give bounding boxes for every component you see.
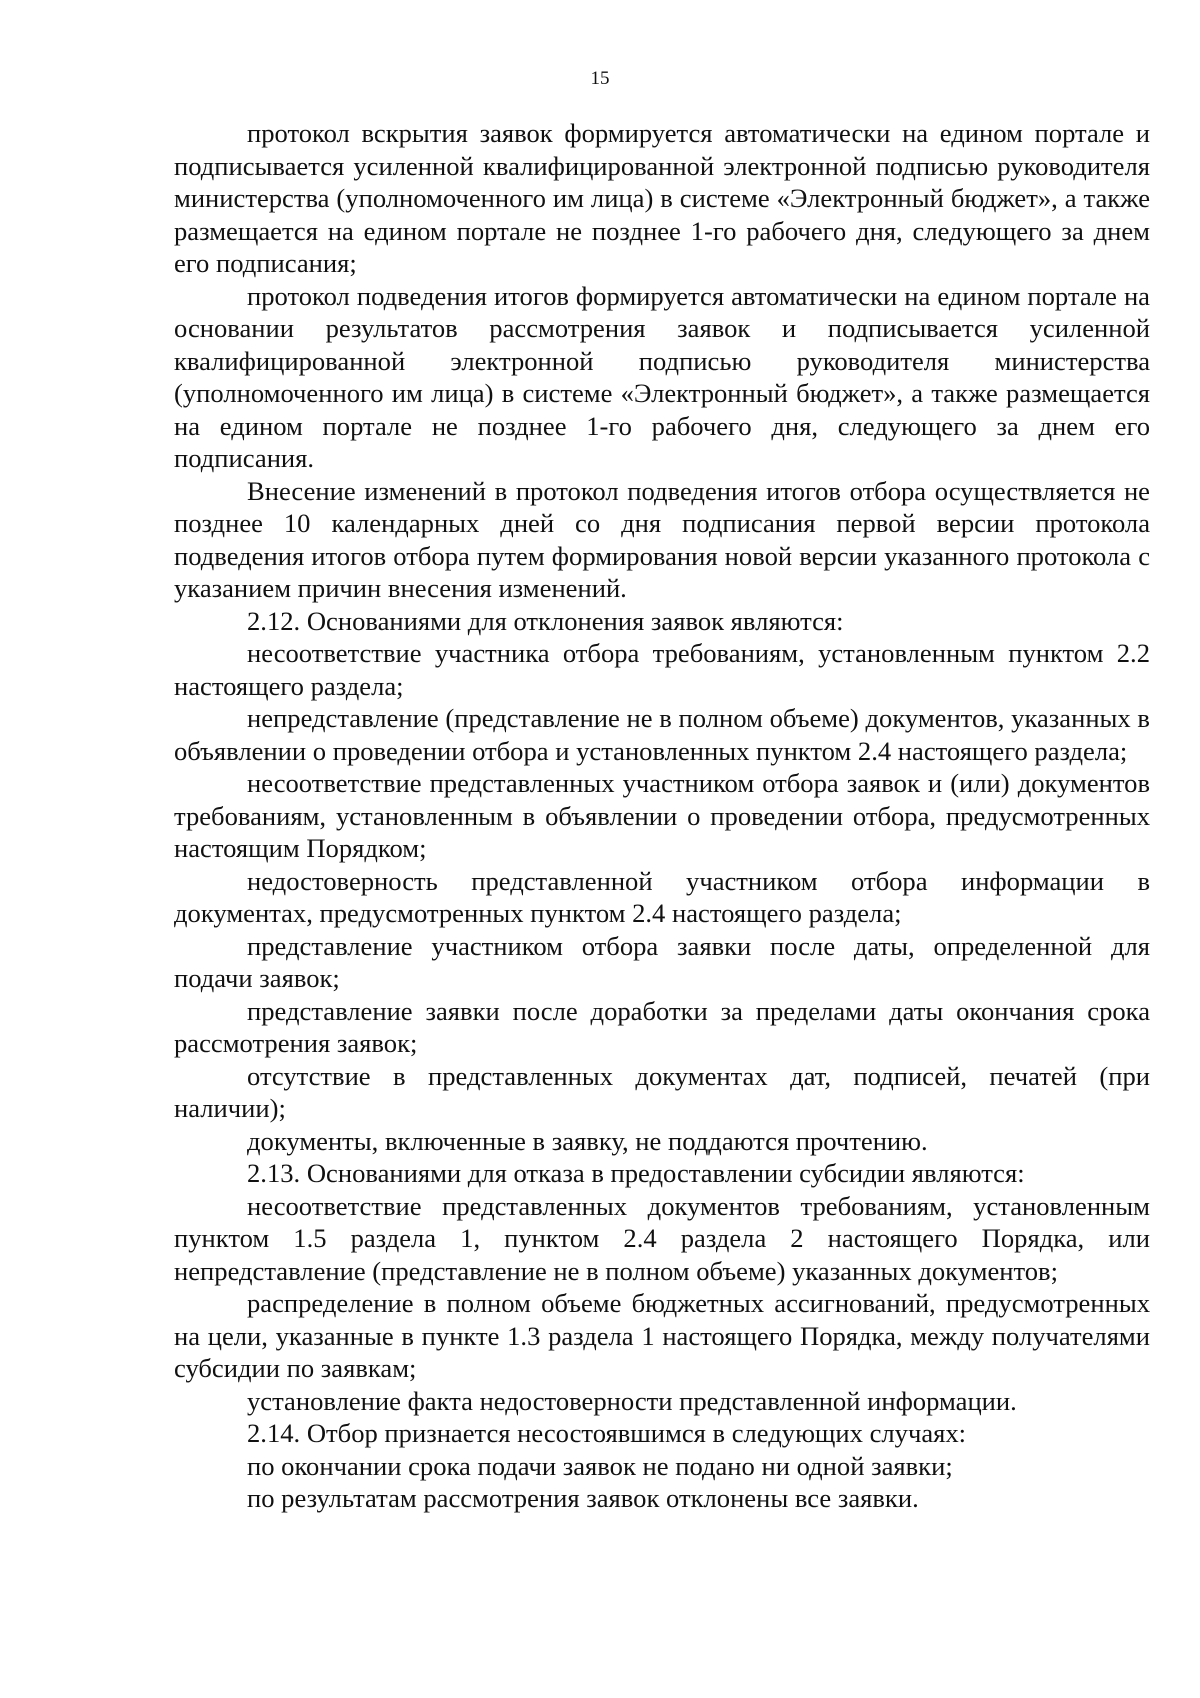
- paragraph-opening-protocol: протокол вскрытия заявок формируется автоматически на едином портале и подписывается усиленной квалифицированной электронной подписью руководителя министерства (уполномоченного им лица) в системе «Электронный бюджет», а также размещается на едином портале не позднее 1-го рабочего дня, следующего за днем его подписания;: [174, 118, 1150, 278]
- list-item: установление факта недостоверности представленной информации.: [247, 1385, 1017, 1416]
- document-body: [174, 117, 1150, 1515]
- section-heading-2-13: 2.13. Основаниями для отказа в предоставлении субсидии являются:: [247, 1158, 1025, 1188]
- list-item: непредставление (представление не в полном объеме) документов, указанных в объявлении о проведении отбора и установленных пунктом 2.4 настоящего раздела;: [174, 703, 1150, 766]
- list-item: несоответствие участника отбора требованиям, установленным пунктом 2.2 настоящего раздела;: [174, 638, 1150, 701]
- list-item: по окончании срока подачи заявок не подано ни одной заявки;: [247, 1450, 953, 1481]
- list-item: несоответствие представленных документов требованиям, установленным пунктом 1.5 раздела 1, пунктом 2.4 раздела 2 настоящего Порядка, или непредставление (представление не в полном объеме) указанных документов;: [174, 1190, 1150, 1286]
- list-item: недостоверность представленной участником отбора информации в документах, предусмотренных пунктом 2.4 настоящего раздела;: [174, 865, 1150, 928]
- list-item: представление участником отбора заявки после даты, определенной для подачи заявок;: [174, 930, 1150, 993]
- list-item: представление заявки после доработки за пределами даты окончания срока рассмотрения заявок;: [174, 995, 1150, 1058]
- paragraph-results-protocol: протокол подведения итогов формируется автоматически на едином портале на основании результатов рассмотрения заявок и подписывается усиленной квалифицированной электронной подписью руководителя министерства (уполномоченного им лица) в системе «Электронный бюджет», а также размещается на едином портале не позднее 1-го рабочего дня, следующего за днем его подписания.: [174, 280, 1150, 473]
- section-heading-2-12: 2.12. Основаниями для отклонения заявок являются:: [247, 605, 844, 636]
- list-item: распределение в полном объеме бюджетных ассигнований, предусмотренных на цели, указанные в пункте 1.3 раздела 1 настоящего Порядка, между получателями субсидии по заявкам;: [174, 1288, 1150, 1383]
- page-number: 15: [590, 68, 610, 89]
- list-item: по результатам рассмотрения заявок отклонены все заявки.: [247, 1483, 919, 1513]
- list-item: несоответствие представленных участником отбора заявок и (или) документов требованиям, установленным в объявлении о проведении отбора, предусмотренных настоящим Порядком;: [174, 768, 1150, 863]
- list-item: документы, включенные в заявку, не поддаются прочтению.: [247, 1125, 928, 1156]
- section-heading-2-14: 2.14. Отбор признается несостоявшимся в следующих случаях:: [247, 1418, 967, 1448]
- list-item: отсутствие в представленных документах дат, подписей, печатей (при наличии);: [174, 1060, 1150, 1123]
- paragraph-protocol-changes: Внесение изменений в протокол подведения итогов отбора осуществляется не позднее 10 календарных дней со дня подписания первой версии протокола подведения итогов отбора путем формирования новой версии указанного протокола с указанием причин внесения изменений.: [174, 475, 1150, 603]
